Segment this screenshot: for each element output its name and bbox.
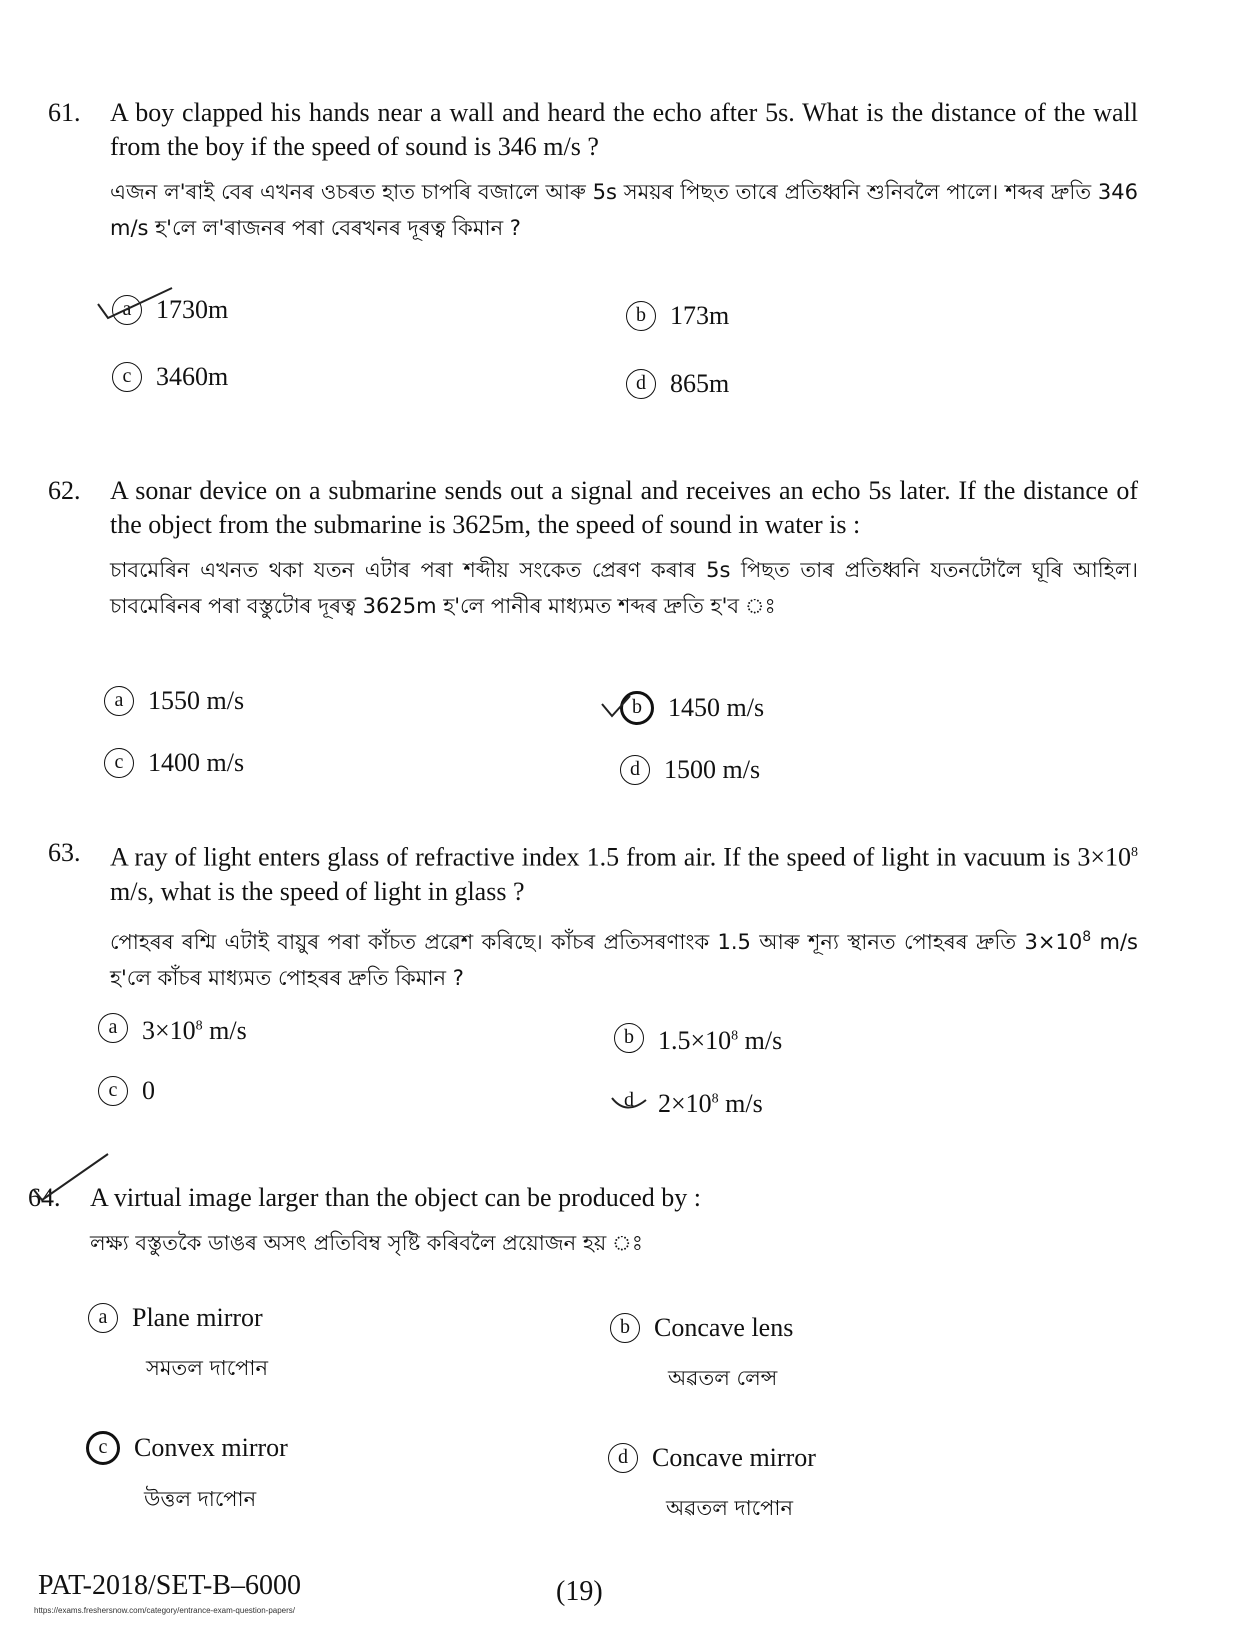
option-letter: d bbox=[624, 1089, 634, 1112]
option-64-b[interactable] bbox=[610, 1310, 793, 1394]
option-61-b[interactable] bbox=[626, 298, 729, 332]
option-text: 0 bbox=[142, 1076, 155, 1106]
option-letter: c bbox=[112, 362, 142, 392]
option-64-d[interactable] bbox=[608, 1440, 816, 1524]
option-text: 1550 m/s bbox=[148, 686, 245, 716]
option-text: 865m bbox=[670, 369, 730, 399]
option-text: 1400 m/s bbox=[148, 748, 245, 778]
handwritten-tick-icon bbox=[608, 1090, 652, 1118]
option-text: 3460m bbox=[156, 362, 229, 392]
option-63-c[interactable] bbox=[98, 1073, 155, 1107]
option-62-b[interactable] bbox=[620, 690, 764, 725]
option-text-as: উত্তল দাপোন bbox=[144, 1487, 257, 1512]
handwritten-tick-icon bbox=[598, 690, 638, 726]
paper-code: PAT-2018/SET-B–6000 bbox=[38, 1570, 301, 1601]
option-letter: b bbox=[626, 301, 656, 331]
option-62-c[interactable] bbox=[104, 745, 244, 779]
option-text: 1500 m/s bbox=[664, 755, 761, 785]
option-letter: d bbox=[608, 1443, 638, 1473]
option-64-a[interactable] bbox=[88, 1300, 268, 1384]
handwritten-tick-icon bbox=[28, 1150, 118, 1204]
option-letter: a bbox=[112, 295, 142, 325]
option-63-b[interactable] bbox=[614, 1020, 782, 1057]
option-61-c[interactable] bbox=[112, 359, 228, 393]
option-letter: c bbox=[98, 1076, 128, 1106]
question-64 bbox=[28, 1181, 1118, 1261]
option-text: Concave mirror bbox=[652, 1443, 816, 1473]
option-letter: a bbox=[104, 686, 134, 716]
option-letter: b bbox=[614, 1023, 644, 1053]
source-url[interactable]: https://exams.freshersnow.com/category/entrance-exam-question-papers/ bbox=[34, 1606, 296, 1615]
option-64-c[interactable] bbox=[86, 1430, 288, 1515]
option-text: $1.5\times 10^8$ m/s bbox=[658, 1025, 783, 1055]
question-text-en: A virtual image larger than the object can be produced by : bbox=[90, 1183, 702, 1212]
option-62-d[interactable] bbox=[620, 752, 760, 786]
question-62 bbox=[48, 474, 1138, 624]
option-letter: a bbox=[98, 1013, 128, 1043]
option-letter: c bbox=[86, 1431, 120, 1465]
question-text-en: A sonar device on a submarine sends out a signal and receives an echo 5s later. If the distance of the object from the submarine is 3625m, the speed of sound in water is : bbox=[110, 476, 1138, 539]
question-63 bbox=[48, 836, 1138, 996]
option-text: Convex mirror bbox=[134, 1433, 288, 1463]
question-text-as: পোহৰৰ ৰশ্মি এটাই বায়ুৰ পৰা কাঁচত প্ৰৱেশ কৰিছে। কাঁচৰ প্ৰতিসৰণাংক 1.5 আৰু শূন্য স্থানত পোহৰৰ দ্ৰুতি $3\times 10^8$ m/s হ'লে কাঁচৰ মাধ্যমত পোহৰৰ দ্ৰুতি কিমান ? bbox=[110, 928, 1138, 990]
option-text-as: অৱতল লেন্স bbox=[668, 1366, 778, 1391]
option-text-as: অৱতল দাপোন bbox=[666, 1496, 793, 1521]
option-61-d[interactable] bbox=[626, 366, 729, 400]
question-text-as: লক্ষ্য বস্তুতকৈ ডাঙৰ অসৎ প্ৰতিবিম্ব সৃষ্টি কৰিবলৈ প্ৰয়োজন হয় ঃ bbox=[90, 1231, 643, 1255]
option-text: Concave lens bbox=[654, 1313, 794, 1343]
page-number: (19) bbox=[556, 1576, 603, 1607]
option-text: 173m bbox=[670, 301, 730, 331]
option-letter: d bbox=[620, 755, 650, 785]
question-number: 61. bbox=[48, 98, 81, 127]
option-text: $3\times 10^8$ m/s bbox=[142, 1015, 247, 1045]
option-letter: c bbox=[104, 748, 134, 778]
option-63-a[interactable] bbox=[98, 1010, 247, 1047]
option-text: Plane mirror bbox=[132, 1303, 263, 1333]
question-61 bbox=[48, 96, 1138, 246]
question-text-en: A ray of light enters glass of refractive index 1.5 from air. If the speed of light in vacuum is $3\times 10^8$ m/s, what is the speed of light in glass ? bbox=[110, 842, 1138, 906]
option-letter: b bbox=[610, 1313, 640, 1343]
option-62-a[interactable] bbox=[104, 683, 244, 717]
option-letter: d bbox=[626, 369, 656, 399]
handwritten-tick-icon bbox=[92, 282, 182, 328]
option-letter: a bbox=[88, 1303, 118, 1333]
question-number: 63. bbox=[48, 838, 81, 867]
question-number: 62. bbox=[48, 476, 81, 505]
question-text-as: এজন ল'ৰাই বেৰ এখনৰ ওচৰত হাত চাপৰি বজালে আৰু 5s সময়ৰ পিছত তাৰে প্ৰতিধ্বনি শুনিবলৈ পালে। শব্দৰ দ্ৰুতি 346 m/s হ'লে ল'ৰাজনৰ পৰা বেৰখনৰ দূৰত্ব কিমান ? bbox=[110, 180, 1138, 240]
option-letter: b bbox=[620, 691, 654, 725]
question-text-as: চাবমেৰিন এখনত থকা যতন এটাৰ পৰা শব্দীয় সংকেত প্ৰেৰণ কৰাৰ 5s পিছত তাৰ প্ৰতিধ্বনি যতনটোলৈ ঘূৰি আহিল। চাবমেৰিনৰ পৰা বস্তুটোৰ দূৰত্ব 3625m হ'লে পানীৰ মাধ্যমত শব্দৰ দ্ৰুতি হ'ব ঃ bbox=[110, 558, 1138, 618]
question-number: 64. bbox=[28, 1183, 61, 1212]
option-text: $2\times 10^8$ m/s bbox=[658, 1088, 763, 1118]
option-text: 1450 m/s bbox=[668, 693, 765, 723]
question-text-en: A boy clapped his hands near a wall and heard the echo after 5s. What is the distance of the wall from the boy if the speed of sound is 346 m/s ? bbox=[110, 98, 1138, 161]
option-text: 1730m bbox=[156, 295, 229, 325]
option-text-as: সমতল দাপোন bbox=[146, 1356, 269, 1381]
